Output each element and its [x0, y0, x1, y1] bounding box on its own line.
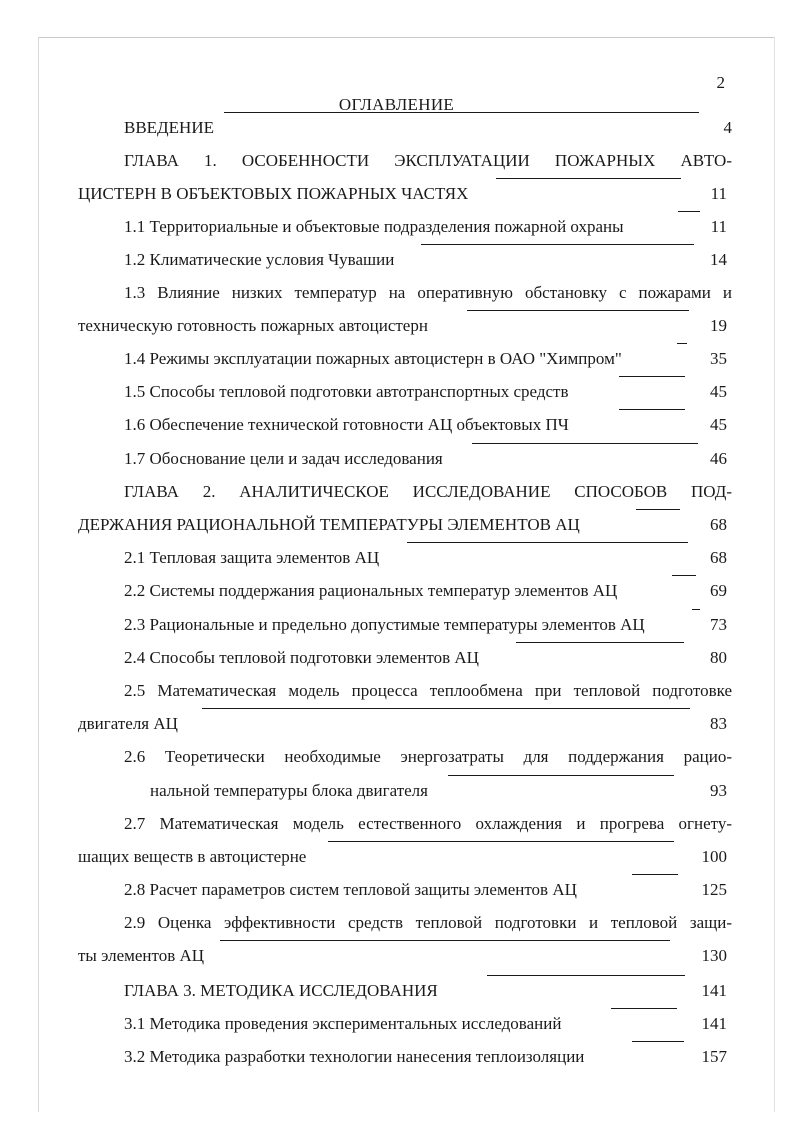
entry-text: двигателя АЦ: [78, 714, 178, 733]
entry-text: 1.3 Влияние низких температур на оперативную обстановку с пожарами и: [124, 283, 732, 302]
entry-text: ты элементов АЦ: [78, 946, 205, 965]
leader-line: [472, 443, 698, 444]
entry-text: 2.2 Системы поддержания рациональных температур элементов АЦ: [124, 581, 618, 600]
entry-text: 2.4 Способы тепловой подготовки элементов АЦ: [124, 648, 479, 667]
entry-page: 46: [710, 449, 727, 468]
leader-line: [632, 1041, 684, 1042]
entry-text: ГЛАВА 1. ОСОБЕННОСТИ ЭКСПЛУАТАЦИИ ПОЖАРНЫХ АВТО-: [124, 151, 732, 170]
entry-text: 2.3 Рациональные и предельно допустимые температуры элементов АЦ: [124, 615, 645, 634]
entry-page: 100: [701, 847, 727, 866]
entry-page: 141: [701, 981, 727, 1000]
leader-line: [487, 975, 685, 976]
entry-page: 80: [710, 648, 727, 667]
entry-page: 141: [701, 1014, 727, 1033]
page-number: 2: [716, 73, 725, 92]
scan-edge-top: [38, 37, 775, 38]
leader-line: [516, 642, 684, 643]
entry-text: ВВЕДЕНИЕ: [124, 118, 214, 137]
entry-page: 45: [710, 382, 727, 401]
entry-page: 11: [710, 184, 727, 203]
leader-line: [636, 509, 680, 510]
leader-line: [677, 343, 687, 344]
entry-text: 1.4 Режимы эксплуатации пожарных автоцистерн в ОАО "Химпром": [124, 349, 622, 368]
entry-text: ГЛАВА 3. МЕТОДИКА ИССЛЕДОВАНИЯ: [124, 981, 438, 1000]
entry-page: 157: [701, 1047, 727, 1066]
entry-page: 14: [710, 250, 727, 269]
leader-line: [692, 609, 700, 610]
entry-page: 45: [710, 415, 727, 434]
entry-text: 3.1 Методика проведения экспериментальных исследований: [124, 1014, 562, 1033]
entry-text: 3.2 Методика разработки технологии нанесения теплоизоляции: [124, 1047, 585, 1066]
entry-text: ДЕРЖАНИЯ РАЦИОНАЛЬНОЙ ТЕМПЕРАТУРЫ ЭЛЕМЕНТОВ АЦ: [78, 515, 580, 534]
entry-text: нальной температуры блока двигателя: [150, 781, 428, 800]
leader-line: [467, 310, 689, 311]
leader-line: [448, 775, 674, 776]
entry-text: шащих веществ в автоцистерне: [78, 847, 307, 866]
leader-line: [611, 1008, 677, 1009]
leader-line: [421, 244, 694, 245]
entry-page: 68: [710, 548, 727, 567]
entry-text: ГЛАВА 2. АНАЛИТИЧЕСКОЕ ИССЛЕДОВАНИЕ СПОСОБОВ ПОД-: [124, 482, 732, 501]
entry-text: 1.2 Климатические условия Чувашии: [124, 250, 395, 269]
leader-line: [202, 708, 690, 709]
entry-text: 2.1 Тепловая защита элементов АЦ: [124, 548, 380, 567]
entry-text: 2.6 Теоретически необходимые энергозатраты для поддержания рацио-: [124, 747, 732, 766]
entry-page: 73: [710, 615, 727, 634]
leader-line: [224, 112, 699, 113]
entry-page: 130: [701, 946, 727, 965]
entry-page: 125: [701, 880, 727, 899]
leader-line: [678, 211, 700, 212]
entry-page: 35: [710, 349, 727, 368]
leader-line: [619, 409, 685, 410]
leader-line: [619, 376, 685, 377]
entry-page: 93: [710, 781, 727, 800]
leader-line: [407, 542, 688, 543]
entry-text: 1.6 Обеспечение технической готовности АЦ объектовых ПЧ: [124, 415, 569, 434]
entry-page: 83: [710, 714, 727, 733]
leader-line: [328, 841, 674, 842]
entry-page: 68: [710, 515, 727, 534]
entry-text: 1.1 Территориальные и объектовые подразделения пожарной охраны: [124, 217, 624, 236]
leader-line: [220, 940, 670, 941]
entry-page: 19: [710, 316, 727, 335]
entry-page: 4: [723, 118, 732, 137]
entry-page: 11: [710, 217, 727, 236]
entry-text: 1.7 Обоснование цели и задач исследования: [124, 449, 443, 468]
entry-text: 2.9 Оценка эффективности средств тепловой подготовки и тепловой защи-: [124, 913, 732, 932]
entry-text: 2.5 Математическая модель процесса теплообмена при тепловой подготовке: [124, 681, 732, 700]
entry-page: 69: [710, 581, 727, 600]
leader-line: [496, 178, 681, 179]
entry-text: 2.7 Математическая модель естественного охлаждения и прогрева огнету-: [124, 814, 732, 833]
toc-title: ОГЛАВЛЕНИЕ: [338, 95, 455, 114]
entry-text: 2.8 Расчет параметров систем тепловой защиты элементов АЦ: [124, 880, 577, 899]
entry-text: 1.5 Способы тепловой подготовки автотранспортных средств: [124, 382, 569, 401]
leader-line: [672, 575, 696, 576]
scan-edge-left: [38, 37, 39, 1112]
leader-line: [632, 874, 678, 875]
scan-edge-right: [774, 37, 775, 1112]
entry-text: техническую готовность пожарных автоцистерн: [78, 316, 428, 335]
entry-text: ЦИСТЕРН В ОБЪЕКТОВЫХ ПОЖАРНЫХ ЧАСТЯХ: [78, 184, 469, 203]
